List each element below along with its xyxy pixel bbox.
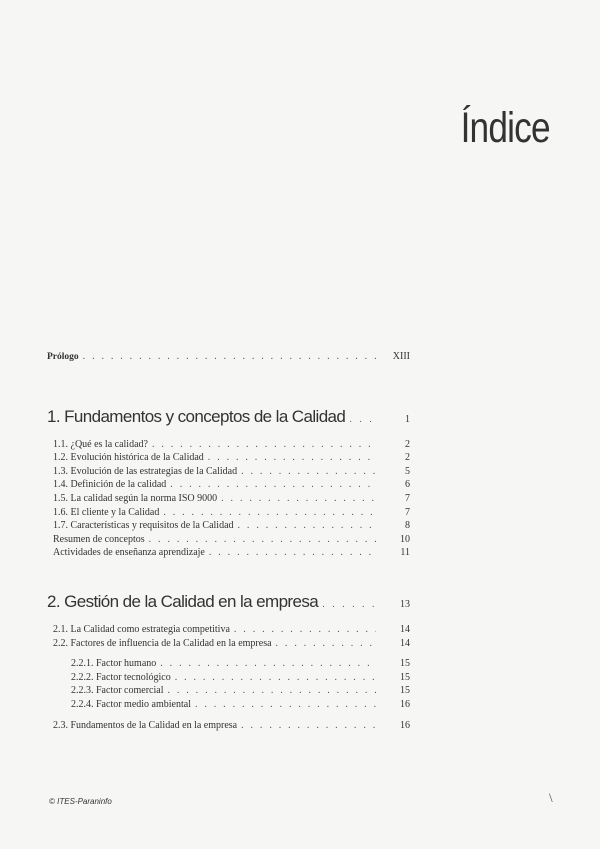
- toc-entry-page: 6: [405, 479, 410, 491]
- toc-entry[interactable]: [47, 506, 410, 520]
- toc-entry-page: 14: [400, 623, 410, 635]
- toc-entry-label: 1.6. El cliente y la Calidad: [53, 506, 160, 518]
- toc-entry-label: 2.2.3. Factor comercial: [71, 685, 164, 697]
- chapter-title: 2. Gestión de la Calidad en la empresa: [47, 591, 319, 611]
- dot-leader: [238, 519, 376, 533]
- dot-leader: [167, 684, 376, 698]
- dot-leader: [149, 533, 376, 547]
- toc-entry-page: 2: [405, 452, 410, 464]
- toc-entry-page: 16: [400, 719, 410, 731]
- chapter-page: 13: [400, 598, 410, 610]
- toc-entry-label: 1.4. Definición de la calidad: [53, 479, 167, 491]
- toc-entry-page: 8: [405, 520, 410, 532]
- toc-subentry[interactable]: [47, 671, 410, 685]
- dot-leader: [234, 623, 376, 637]
- dot-leader: [349, 408, 376, 432]
- dot-leader: [208, 451, 376, 465]
- toc-entry[interactable]: [47, 719, 410, 733]
- toc-subentry[interactable]: [47, 684, 410, 698]
- dot-leader: [241, 465, 376, 479]
- toc-entry-page: 15: [400, 685, 410, 697]
- toc-entry-page: XIII: [392, 351, 410, 362]
- dot-leader: [322, 593, 376, 617]
- toc-entry[interactable]: [47, 637, 410, 651]
- toc-entry[interactable]: [47, 519, 410, 533]
- toc-entry-page: 10: [400, 533, 410, 545]
- toc-entry-label: 1.1. ¿Qué es la calidad?: [53, 438, 148, 450]
- toc-entry[interactable]: [47, 478, 410, 492]
- toc-entry[interactable]: [47, 623, 410, 637]
- toc-entry-page: 15: [400, 658, 410, 670]
- dot-leader: [209, 546, 376, 560]
- dot-leader: [163, 506, 376, 520]
- toc-entry-prologo[interactable]: [47, 350, 410, 365]
- dot-leader: [221, 492, 376, 506]
- toc-entry[interactable]: [47, 438, 410, 452]
- chapter-page: 1: [405, 413, 410, 425]
- toc-entry[interactable]: [47, 492, 410, 506]
- subsection-list: [47, 657, 410, 711]
- toc-entry-page: 14: [400, 637, 410, 649]
- toc-entry-page: 15: [400, 671, 410, 683]
- toc-entry-label: 1.7. Características y requisitos de la Calidad: [53, 520, 234, 532]
- toc-subentry[interactable]: [47, 657, 410, 671]
- toc-entry-page: 11: [400, 547, 410, 559]
- toc-entry-page: 7: [405, 506, 410, 518]
- table-of-contents: [47, 350, 410, 732]
- toc-entry-label: Actividades de enseñanza aprendizaje: [53, 547, 205, 559]
- dot-leader: [152, 438, 376, 452]
- page-mark: \: [549, 790, 553, 805]
- dot-leader: [160, 657, 376, 671]
- toc-entry-label: 2.3. Fundamentos de la Calidad en la empresa: [53, 719, 238, 731]
- toc-entry-page: 16: [400, 698, 410, 710]
- toc-entry[interactable]: [47, 451, 410, 465]
- toc-entry[interactable]: [47, 533, 410, 547]
- toc-entry-label: 1.3. Evolución de las estrategias de la Calidad: [53, 465, 238, 477]
- chapter-title: 1. Fundamentos y conceptos de la Calidad: [47, 406, 346, 426]
- toc-chapter-1[interactable]: [47, 405, 410, 432]
- chapter-spacer: [47, 560, 410, 590]
- copyright-footer: © ITES-Paraninfo: [49, 797, 112, 806]
- toc-chapter-2[interactable]: [47, 590, 410, 617]
- toc-entry-label: 1.5. La calidad según la norma ISO 9000: [53, 492, 218, 504]
- toc-entry-label: 2.1. La Calidad como estrategia competitiva: [53, 623, 230, 635]
- toc-entry-label: Resumen de conceptos: [53, 533, 145, 545]
- page-title: Índice: [460, 104, 550, 152]
- toc-entry-page: 5: [405, 465, 410, 477]
- dot-leader: [175, 671, 376, 685]
- toc-entry-label: 2.2.1. Factor humano: [71, 658, 157, 670]
- dot-leader: [83, 350, 376, 364]
- toc-entry-label: 1.2. Evolución histórica de la Calidad: [53, 452, 204, 464]
- toc-entry[interactable]: [47, 465, 410, 479]
- toc-entry-page: 2: [405, 438, 410, 450]
- toc-entry-label: 2.2.4. Factor medio ambiental: [71, 698, 191, 710]
- toc-subentry[interactable]: [47, 698, 410, 712]
- toc-entry-label: 2.2. Factores de influencia de la Calidad en la empresa: [53, 637, 272, 649]
- dot-leader: [276, 637, 376, 651]
- toc-entry[interactable]: [47, 546, 410, 560]
- toc-entry-page: 7: [405, 492, 410, 504]
- dot-leader: [241, 719, 376, 733]
- toc-entry-label: 2.2.2. Factor tecnológico: [71, 671, 171, 683]
- toc-entry-label: Prólogo: [47, 352, 79, 362]
- dot-leader: [170, 478, 376, 492]
- dot-leader: [195, 698, 376, 712]
